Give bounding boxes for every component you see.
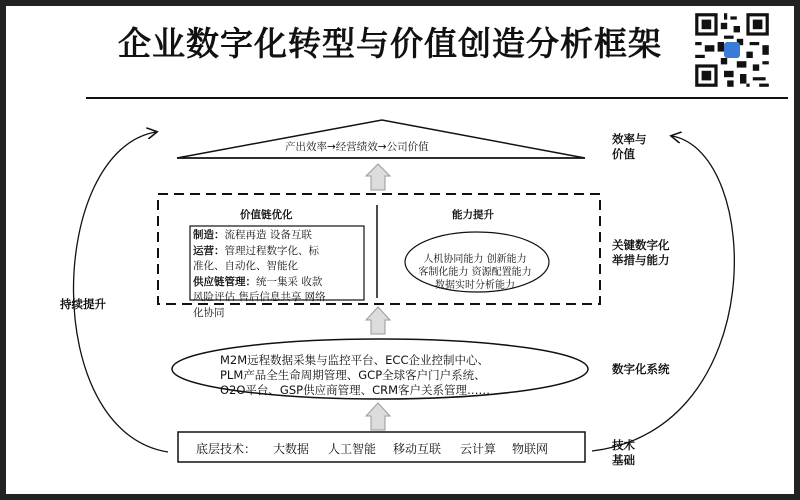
value-chain-line: 风险评估 售后信息共享 网络 (193, 291, 326, 303)
systems-line: O2O平台、GSP供应商管理、CRM客户关系管理…… (220, 383, 491, 397)
capability-line: 人机协同能力 创新能力 (423, 254, 527, 265)
side-label-continuous: 持续提升 (60, 297, 106, 311)
value-chain-line: 运营：管理过程数字化、标 (193, 244, 319, 257)
base-tech-item: 大数据 (273, 442, 310, 456)
side-label-measures: 关键数字化 举措与能力 (612, 238, 670, 267)
value-chain-line: 化协同 (193, 306, 225, 319)
value-chain-line: 准化、自动化、智能化 (193, 260, 298, 272)
base-tech-item: 云计算 (460, 442, 497, 456)
systems-line: PLM产品全生命周期管理、GCP全球客户门户系统、 (220, 368, 486, 382)
capability-heading: 能力提升 (452, 209, 494, 221)
roof-text: 产出效率→经营绩效→公司价值 (285, 141, 429, 153)
value-chain-line: 制造：流程再造 设备互联 (193, 229, 312, 241)
side-label-digital-systems: 数字化系统 (612, 362, 670, 376)
right-curved-arrow-icon (592, 136, 734, 451)
base-tech-item: 移动互联 (393, 442, 442, 456)
base-tech-label: 底层技术： (196, 442, 257, 456)
value-chain-line: 供应链管理：统一集采 收款 (193, 275, 323, 288)
base-tech-item: 人工智能 (328, 442, 377, 456)
up-arrow-icon (366, 164, 390, 190)
value-chain-list (193, 228, 365, 321)
capability-line: 数据实时分析能力 (435, 280, 515, 291)
side-label-tech: 技术 基础 (612, 438, 635, 467)
side-label-efficiency: 效率与 价值 (612, 132, 647, 161)
up-arrow-icon (366, 403, 390, 430)
capability-line: 客制化能力 资源配置能力 (418, 267, 532, 278)
systems-line: M2M远程数据采集与监控平台、ECC企业控制中心、 (220, 353, 489, 367)
base-tech-item: 物联网 (512, 442, 549, 456)
capability-list (400, 253, 550, 292)
systems-list (220, 353, 490, 398)
page-title: 企业数字化转型与价值创造分析框架 (118, 24, 662, 63)
value-chain-heading: 价值链优化 (240, 209, 293, 221)
left-curved-arrow-icon (73, 132, 168, 452)
up-arrow-icon (366, 307, 390, 334)
